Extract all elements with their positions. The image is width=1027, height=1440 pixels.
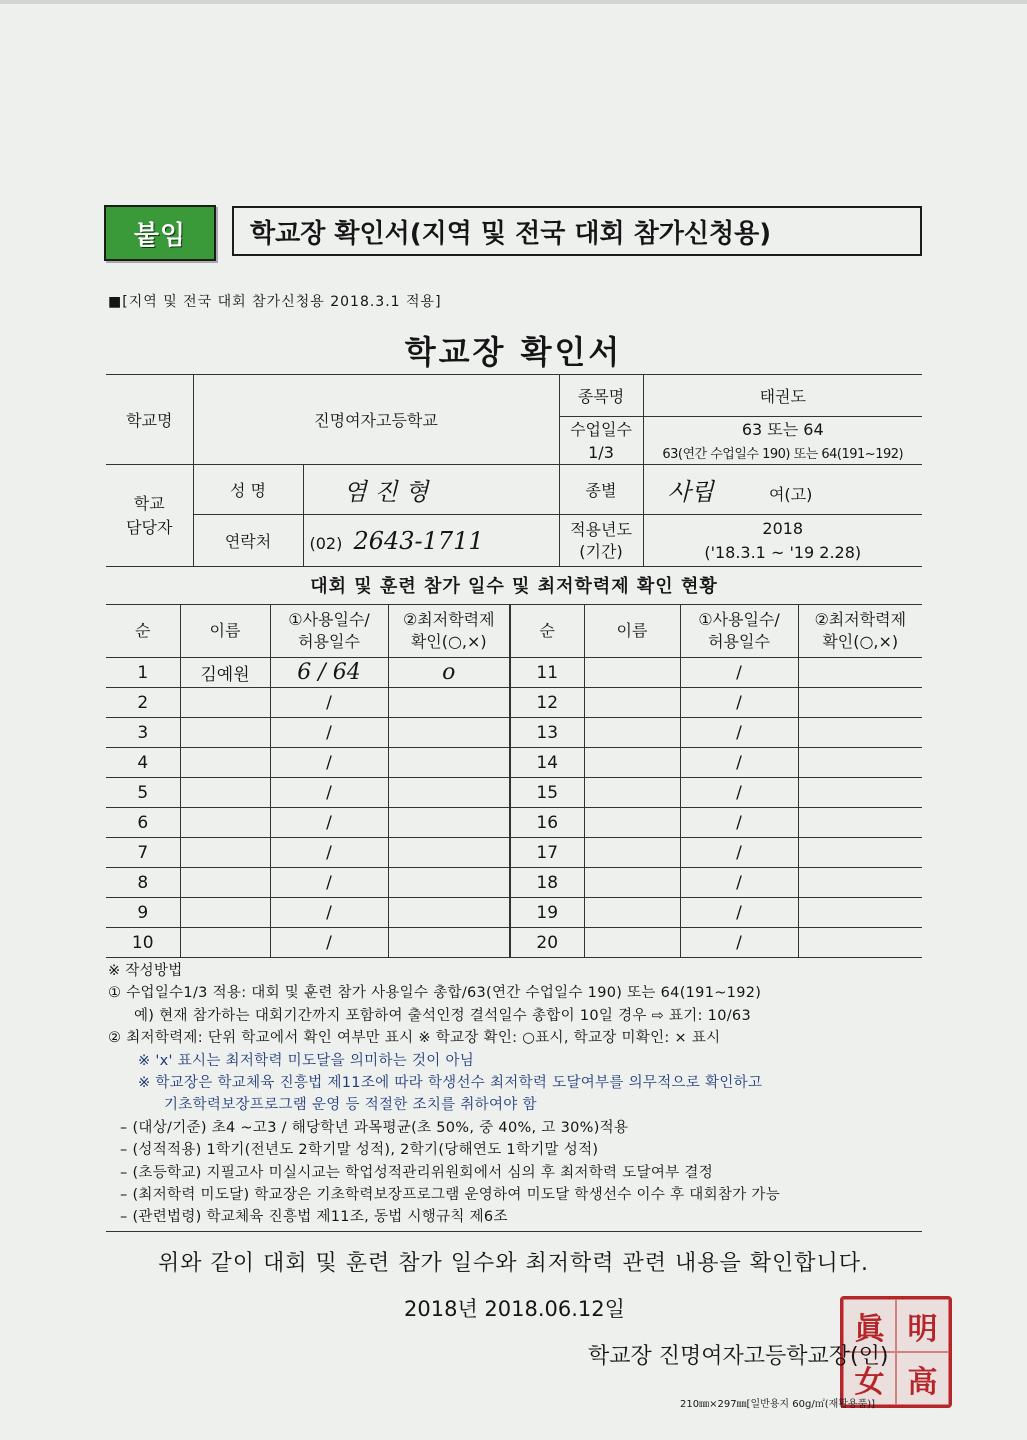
attachment-badge: 붙임 [104,205,216,261]
row-name [584,778,680,808]
name-value: 염 진 형 [303,465,559,515]
row-days: / [680,748,798,778]
row-days: / [680,928,798,958]
instruction-line: ※ 작성방법 [108,963,183,979]
row-no: 10 [106,928,180,958]
form-note: ■[지역 및 전국 대회 참가신청용 2018.3.1 적용] [108,294,442,310]
row-no: 15 [510,778,584,808]
scan-edge [0,0,1027,4]
row-days: / [270,868,388,898]
table-row [106,718,922,748]
year-period: ('18.3.1 ~ '19 2.28) [704,542,862,562]
row-check [388,868,510,898]
header-days: ①사용일수/ 허용일수 [680,605,798,658]
row-no: 12 [510,688,584,718]
table-row [106,868,922,898]
row-name [180,868,270,898]
school-label: 학교명 [106,375,193,465]
row-name [584,898,680,928]
event-value: 태권도 [643,375,922,417]
instruction-line: 예) 현재 참가하는 대회기간까지 포함하여 출석인정 결석일수 총합이 10일 경우 ⇨ 표기: 10/63 [134,1007,751,1024]
table-row [106,748,922,778]
row-check [798,898,922,928]
row-name [180,838,270,868]
row-no: 19 [510,898,584,928]
row-days: / [270,688,388,718]
row-no: 17 [510,838,584,868]
days-note: 63(연간 수업일수 190) 또는 64(191~192) [643,441,922,465]
instruction-line: ※ 'x' 표시는 최저학력 미도달을 의미하는 것이 아님 [138,1052,475,1069]
instruction-line: ② 최저학력제: 단위 학교에서 확인 여부만 표시 ※ 학교장 확인: ○표시, 학교장 미확인: × 표시 [108,1030,721,1047]
row-check [388,688,510,718]
row-no: 18 [510,868,584,898]
contact-label: 연락처 [193,515,303,567]
row-name [180,808,270,838]
year-label-cell [559,515,643,567]
row-check [798,838,922,868]
instructions [108,960,920,1229]
instruction-line: ※ 학교장은 학교체육 진흥법 제11조에 따라 학생선수 최저학력 도달여부를 의무적으로 확인하고 [138,1075,763,1092]
row-days: 6 / 64 [270,658,388,688]
row-name [584,838,680,868]
header-check: ②최저학력제 확인(○,×) [388,605,510,658]
table-row [106,778,922,808]
row-days: / [680,898,798,928]
type-cell [643,465,922,515]
row-check [388,778,510,808]
row-days: / [680,778,798,808]
instruction-line: 기초학력보장프로그램 운영 등 적절한 조치를 취하여야 함 [164,1097,537,1114]
table-row [106,838,922,868]
row-days: / [680,838,798,868]
form-box-title: 학교장 확인서(지역 및 전국 대회 참가신청용) [232,206,922,256]
row-check [798,748,922,778]
year-sub: (기간) [579,541,623,561]
manager-label: 학교 담당자 [106,465,193,567]
header-no: 순 [106,605,180,658]
row-no: 20 [510,928,584,958]
type-sub: 여(고) [768,485,813,504]
header-name: 이름 [180,605,270,658]
row-name [180,778,270,808]
instruction-line: – (초등학교) 지필고사 미실시교는 학업성적관리위원회에서 심의 후 최저학력 도달여부 결정 [120,1164,714,1181]
section-title: 대회 및 훈련 참가 일수 및 최저학력제 확인 현황 [310,576,718,597]
type-label: 종별 [559,465,643,515]
row-name [584,718,680,748]
row-no: 16 [510,808,584,838]
row-days: / [680,808,798,838]
row-check [798,658,922,688]
table-row [106,898,922,928]
divider [106,1231,922,1232]
row-no: 11 [510,658,584,688]
row-days: / [680,868,798,898]
school-seal: 眞 明 女 高 [840,1296,952,1408]
row-check [388,928,510,958]
row-no: 1 [106,658,180,688]
paper-spec: 210㎜×297㎜[일반용지 60g/㎡(재활용품)] [680,1399,876,1410]
row-no: 5 [106,778,180,808]
row-name: 김예원 [180,658,270,688]
school-value: 진명여자고등학교 [193,375,559,465]
row-days: / [680,718,798,748]
page-title: 학교장 확인서 [404,333,623,371]
header-no: 순 [510,605,584,658]
row-name [584,688,680,718]
year-value: 2018 [762,518,804,538]
row-check [798,928,922,958]
year-cell [643,515,922,567]
row-name [180,748,270,778]
row-name [180,688,270,718]
row-no: 9 [106,898,180,928]
row-check [388,718,510,748]
row-no: 4 [106,748,180,778]
instruction-line: – (관련법령) 학교체육 진흥법 제11조, 동법 시행규칙 제6조 [120,1209,508,1226]
row-check [388,898,510,928]
days-label: 수업일수 [559,417,643,441]
row-name [584,868,680,898]
table-row [106,658,922,688]
row-name [180,898,270,928]
issue-date: 2018년 2018.06.12일 [404,1297,625,1321]
row-no: 3 [106,718,180,748]
row-no: 2 [106,688,180,718]
row-no: 8 [106,868,180,898]
row-name [584,808,680,838]
row-check [388,748,510,778]
row-check [798,868,922,898]
contact-prefix: (02) [309,533,343,553]
event-label: 종목명 [559,375,643,417]
row-check [388,838,510,868]
row-days: / [270,748,388,778]
type-value: 사립 [667,478,714,506]
row-name [584,928,680,958]
contact-cell [303,515,559,567]
instruction-line: – (최저학력 미도달) 학교장은 기초학력보장프로그램 운영하여 미도달 학생선수 이수 후 대회참가 가능 [120,1187,781,1204]
row-name [180,718,270,748]
name-label: 성 명 [193,465,303,515]
table-row [106,928,922,958]
records-table [106,604,922,958]
days-sub: 1/3 [559,441,643,465]
row-check [798,808,922,838]
row-days: / [270,928,388,958]
row-days: / [270,718,388,748]
row-check [798,688,922,718]
row-check [798,718,922,748]
principal-signature: 학교장 진명여자고등학교장(인) [588,1344,889,1369]
row-days: / [680,688,798,718]
school-info-table [106,374,922,567]
table-row [106,688,922,718]
row-days: / [270,898,388,928]
header-check: ②최저학력제 확인(○,×) [798,605,922,658]
header-name: 이름 [584,605,680,658]
row-no: 6 [106,808,180,838]
confirm-text: 위와 같이 대회 및 훈련 참가 일수와 최저학력 관련 내용을 확인합니다. [158,1251,869,1276]
row-no: 7 [106,838,180,868]
row-days: / [680,658,798,688]
contact-value: 2643-1711 [353,526,484,555]
instruction-line: ① 수업일수1/3 적용: 대회 및 훈련 참가 사용일수 총합/63(연간 수업일수 190) 또는 64(191~192) [108,985,762,1002]
instruction-line: – (성적적용) 1학기(전년도 2학기말 성적), 2학기(당해연도 1학기말 성적) [120,1142,599,1159]
row-name [584,748,680,778]
row-check [388,808,510,838]
table-row [106,808,922,838]
year-label: 적용년도 [570,519,632,539]
instruction-line: – (대상/기준) 초4 ~고3 / 해당학년 과목평균(초 50%, 중 40%, 고 30%)적용 [120,1119,629,1136]
row-days: / [270,808,388,838]
records-header-row [106,605,922,658]
header-days: ①사용일수/ 허용일수 [270,605,388,658]
row-days: / [270,838,388,868]
row-no: 14 [510,748,584,778]
row-no: 13 [510,718,584,748]
row-name [180,928,270,958]
row-name [584,658,680,688]
row-days: / [270,778,388,808]
days-value: 63 또는 64 [643,417,922,441]
row-check: o [388,658,510,688]
row-check [798,778,922,808]
